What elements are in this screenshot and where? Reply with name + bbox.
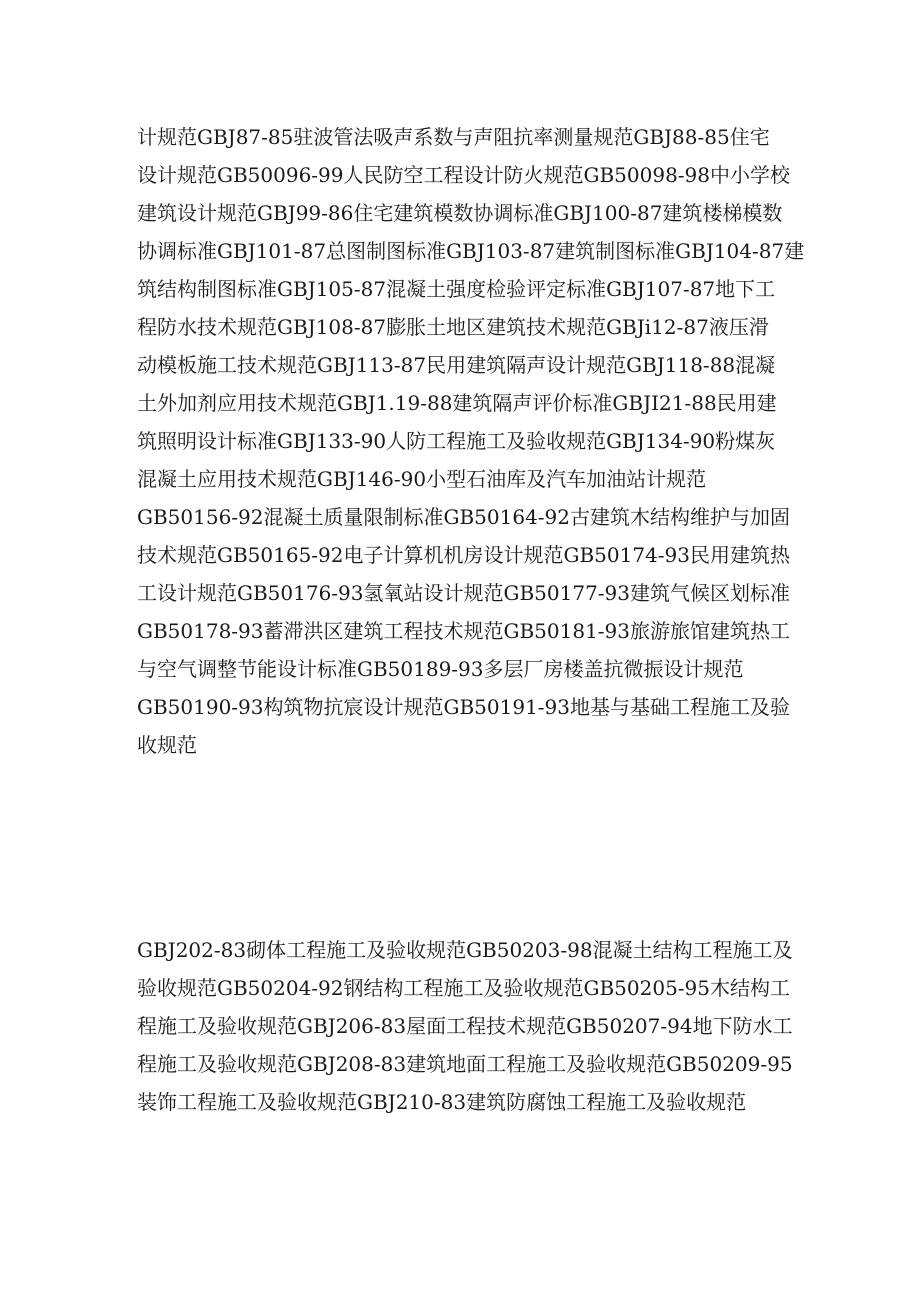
text-line: 装饰工程施工及验收规范GBJ210-83建筑防腐蚀工程施工及验收规范 [137, 1090, 747, 1114]
text-line: GB50156-92混凝土质量限制标准GB50164-92古建筑木结构维护与加固 [137, 505, 791, 529]
text-line: 建筑设计规范GBJ99-86住宅建筑模数协调标准GBJ100-87建筑楼梯模数 [137, 201, 783, 225]
text-line: 技术规范GB50165-92电子计算机机房设计规范GB50174-93民用建筑热 [137, 543, 791, 567]
text-line: 协调标准GBJ101-87总图制图标准GBJ103-87建筑制图标准GBJ104-87建 [137, 239, 805, 263]
text-line: 筑照明设计标准GBJ133-90人防工程施工及验收规范GBJ134-90粉煤灰 [137, 429, 776, 453]
paragraph-2 [137, 931, 793, 1121]
text-line: 验收规范GB50204-92钢结构工程施工及验收规范GB50205-95木结构工 [137, 976, 791, 1000]
text-line: GB50190-93构筑物抗宸设计规范GB50191-93地基与基础工程施工及验 [137, 695, 791, 719]
text-line: 筑结构制图标准GBJ105-87混凝土强度检验评定标准GBJ107-87地下工 [137, 277, 776, 301]
paragraph-1 [137, 118, 805, 764]
text-line: 收规范 [137, 733, 197, 757]
text-line: 土外加剂应用技术规范GBJ1.19-88建筑隔声评价标准GBJI21-88民用建 [137, 391, 777, 415]
text-line: 与空气调整节能设计标准GB50189-93多层厂房楼盖抗微振设计规范 [137, 657, 744, 681]
text-line: 设计规范GB50096-99人民防空工程设计防火规范GB50098-98中小学校 [137, 163, 791, 187]
text-line: 程施工及验收规范GBJ208-83建筑地面工程施工及验收规范GB50209-95 [137, 1052, 793, 1076]
text-line: GB50178-93蓄滞洪区建筑工程技术规范GB50181-93旅游旅馆建筑热工 [137, 619, 791, 643]
text-line: 程施工及验收规范GBJ206-83屋面工程技术规范GB50207-94地下防水工 [137, 1014, 793, 1038]
text-line: 动模板施工技术规范GBJ113-87民用建筑隔声设计规范GBJ118-88混凝 [137, 353, 776, 377]
text-line: 工设计规范GB50176-93氢氧站设计规范GB50177-93建筑气候区划标准 [137, 581, 791, 605]
text-line: 混凝土应用技术规范GBJ146-90小型石油库及汽车加油站计规范 [137, 467, 707, 491]
text-line: 计规范GBJ87-85驻波管法吸声系数与声阻抗率测量规范GBJ88-85住宅 [137, 125, 770, 149]
text-line: GBJ202-83砌体工程施工及验收规范GB50203-98混凝土结构工程施工及 [137, 938, 793, 962]
text-line: 程防水技术规范GBJ108-87膨胀土地区建筑技术规范GBJi12-87液压滑 [137, 315, 769, 339]
